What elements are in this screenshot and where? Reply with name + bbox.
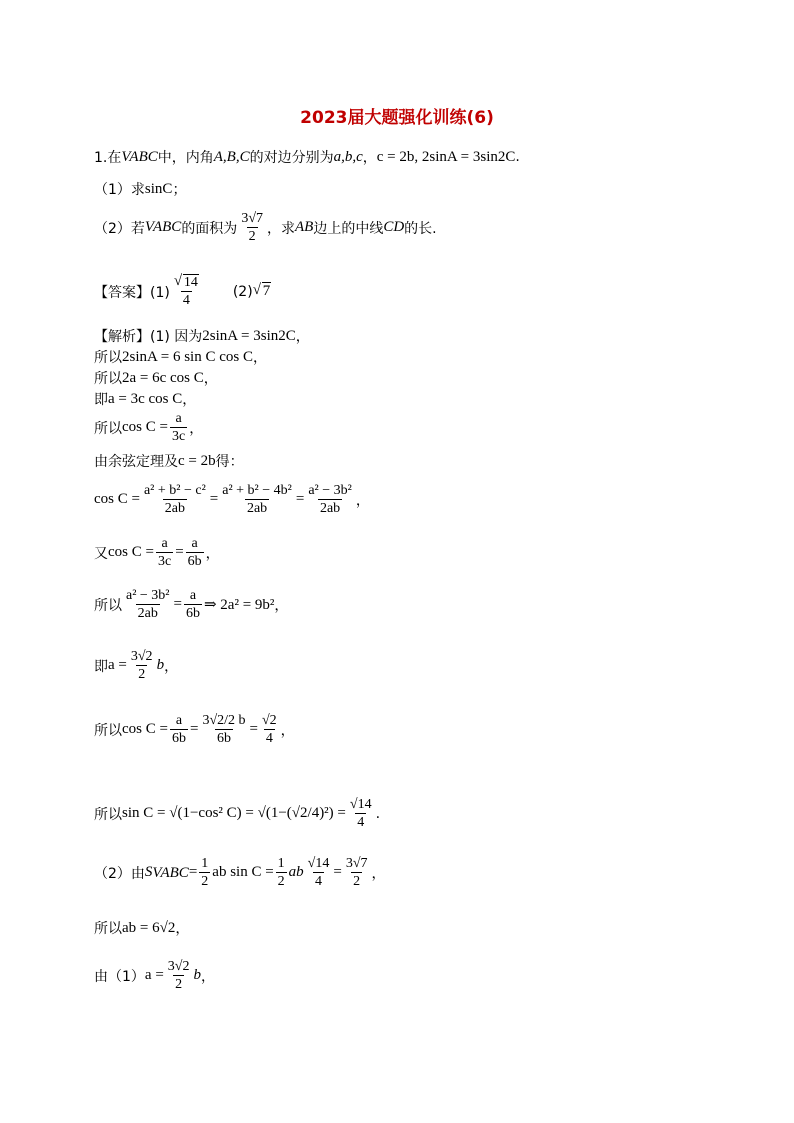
solution-line-10: 即 a = $\frac{3√2}{2}$ b ， <box>94 649 179 682</box>
page-title: 2023届大题强化训练(6) <box>300 108 494 128</box>
solution-line-11: 所以 cos C = $\frac{a}{6b}$ = $\frac{3√2/2 b}{6b}$ = $\frac{√2}{4}$ ， <box>94 713 295 746</box>
solution-line-15: 由（1） a = $\frac{3√2}{2}$ b ， <box>94 959 215 992</box>
answer-2-sqrt: √ 7 <box>253 283 272 300</box>
question-1: （1）求 sinC ； <box>94 180 187 198</box>
answer-1-fraction: √ $\frac{14}{4}$ <box>172 274 201 309</box>
answer-line: 【答案】(1) √ $\frac{14}{4}$ (2) √ 7 <box>94 274 271 309</box>
solution-line-5: 所以 cos C = $\frac{a}{3c}$ ， <box>94 411 204 444</box>
question-2: （2）若 VABC 的面积为 $\frac{3√7}{2}$ ，求 AB 边上的中线 CD 的长. <box>94 211 437 244</box>
area-fraction: $\frac{3√7}{2}$ <box>241 211 263 244</box>
solution-line-7: cos C = $\frac{\text{a² + b² − c²}}{2ab}$ = $\frac{\text{a² + b² − 4b²}}{2ab}$ = $\frac{\text{a² − 3b²}}{2ab}$ ， <box>94 483 370 516</box>
solution-line-2: 所以 2sinA = 6 sin C cos C ， <box>94 348 267 366</box>
solution-line-13: （2）由 S VABC = $\frac{1}{2}$ ab sin C = $\frac{1}{2}$ ab $\frac{√14}{4}$ = $\frac{3√7}{2}$ ， <box>94 856 386 889</box>
solution-line-14: 所以 ab = 6√2 ， <box>94 919 190 937</box>
solution-line-1: 【解析】(1) 因为 2sinA = 3sin2C ， <box>94 327 310 345</box>
problem-statement: 1.在 VABC 中，内角 A,B,C 的对边分别为 a,b,c ， c = 2b, 2sinA = 3sin2C . <box>94 148 520 166</box>
solution-line-8: 又 cos C = $\frac{a}{3c}$ = $\frac{a}{6b}$ ， <box>94 536 220 569</box>
solution-line-4: 即 a = 3c cos C ， <box>94 390 197 408</box>
solution-line-12: 所以 sin C = √(1−cos² C) = √(1−(√2/4)²) = $\frac{√14}{4}$ . <box>94 797 381 830</box>
solution-line-3: 所以 2a = 6c cos C ， <box>94 369 218 387</box>
solution-line-6: 由余弦定理及 c = 2b 得： <box>94 452 244 470</box>
solution-line-9: 所以 $\frac{\text{a² − 3b²}}{2ab}$ = $\frac{a}{6b}$ ⇒ 2a² = 9b² ， <box>94 588 289 621</box>
